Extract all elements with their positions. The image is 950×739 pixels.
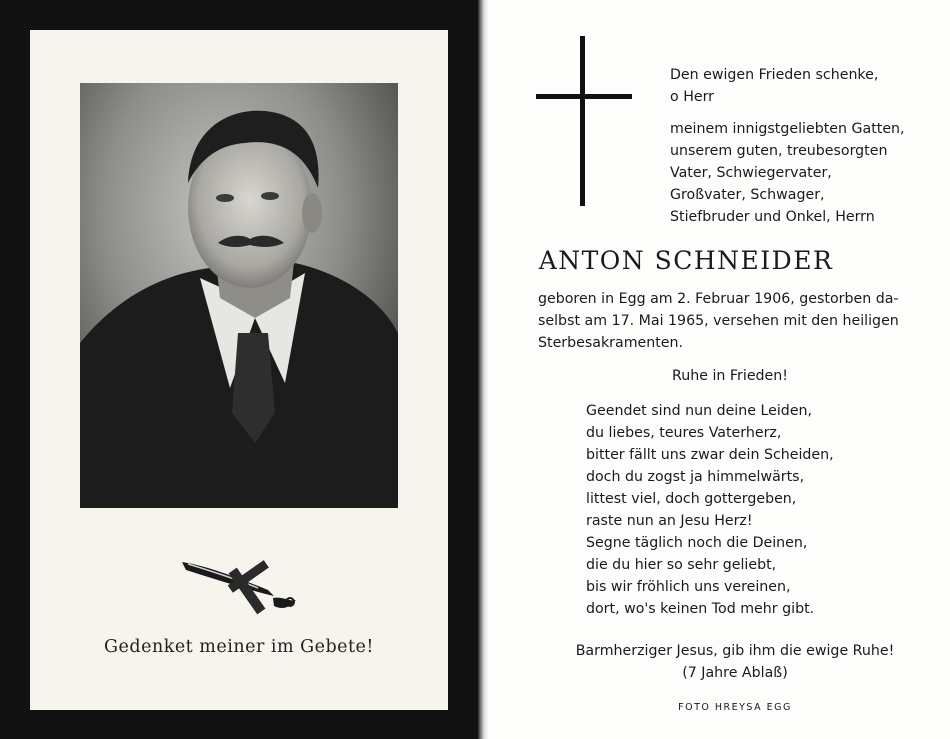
memorial-poem bbox=[586, 400, 834, 620]
cross-icon bbox=[536, 36, 632, 206]
photo-credit: FOTO HREYSA EGG bbox=[678, 702, 792, 713]
page-fold bbox=[478, 0, 488, 739]
poem-line: raste nun an Jesu Herz! bbox=[586, 513, 753, 529]
indulgence-note: (7 Jahre Ablaß) bbox=[682, 665, 788, 681]
memorial-caption: Gedenket meiner im Gebete! bbox=[104, 637, 374, 657]
poem-line: bis wir fröhlich uns vereinen, bbox=[586, 579, 791, 595]
poem-line: die du hier so sehr geliebt, bbox=[586, 557, 777, 573]
poem-line: Geendet sind nun deine Leiden, bbox=[586, 403, 813, 419]
portrait-photo bbox=[80, 83, 398, 508]
dedication-text bbox=[670, 64, 905, 228]
biography-line: selbst am 17. Mai 1965, versehen mit den heiligen bbox=[538, 313, 899, 329]
poem-line: bitter fällt uns zwar dein Scheiden, bbox=[586, 447, 834, 463]
poem-line: littest viel, doch gottergeben, bbox=[586, 491, 797, 507]
dedication-line: o Herr bbox=[670, 89, 715, 105]
poem-line: du liebes, teures Vaterherz, bbox=[586, 425, 782, 441]
dedication-line: Den ewigen Frieden schenke, bbox=[670, 67, 879, 83]
rest-in-peace: Ruhe in Frieden! bbox=[672, 368, 788, 384]
deceased-name: ANTON SCHNEIDER bbox=[538, 246, 834, 275]
memorial-text-card bbox=[488, 0, 950, 739]
dedication-line: Stiefbruder und Onkel, Herrn bbox=[670, 209, 875, 225]
closing-prayer bbox=[488, 640, 950, 684]
biography-line: Sterbesakramenten. bbox=[538, 335, 684, 351]
cross-anchor-emblem-icon bbox=[178, 550, 308, 620]
prayer-line: Barmherziger Jesus, gib ihm die ewige Ruhe! bbox=[575, 643, 895, 659]
biography-text bbox=[538, 288, 899, 354]
dedication-line: Großvater, Schwager, bbox=[670, 187, 825, 203]
poem-line: doch du zogst ja himmelwärts, bbox=[586, 469, 805, 485]
dedication-line: unserem guten, treubesorgten bbox=[670, 143, 888, 159]
dedication-line: Vater, Schwiegervater, bbox=[670, 165, 832, 181]
poem-line: dort, wo's keinen Tod mehr gibt. bbox=[586, 601, 815, 617]
memorial-photo-card bbox=[30, 30, 448, 710]
biography-line: geboren in Egg am 2. Februar 1906, gestorben da- bbox=[538, 291, 899, 307]
dedication-line: meinem innigstgeliebten Gatten, bbox=[670, 121, 905, 137]
poem-line: Segne täglich noch die Deinen, bbox=[586, 535, 808, 551]
